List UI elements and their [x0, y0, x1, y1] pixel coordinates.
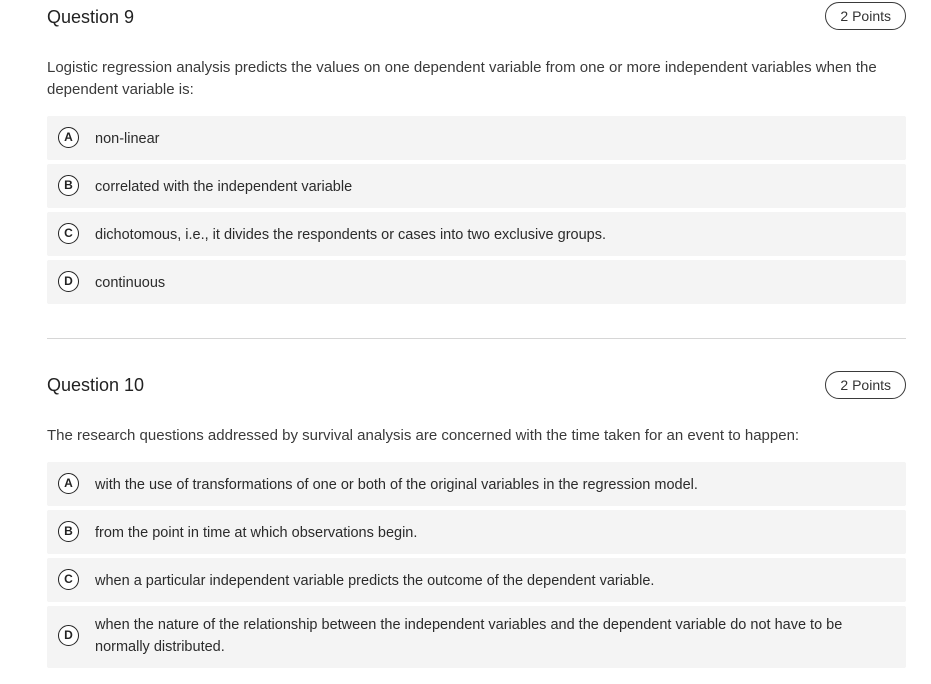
points-badge: 2 Points [825, 371, 906, 399]
option-letter-badge: C [58, 569, 79, 590]
option-b[interactable] [47, 164, 906, 208]
question-header [47, 369, 906, 405]
option-letter-badge: B [58, 521, 79, 542]
option-letter-badge: A [58, 127, 79, 148]
question-10 [47, 369, 906, 655]
question-9 [47, 0, 906, 291]
option-b[interactable] [47, 510, 906, 554]
option-c[interactable] [47, 558, 906, 602]
question-text: The research questions addressed by survival analysis are concerned with the time taken for an event to happen: [47, 427, 800, 444]
option-text: dichotomous, i.e., it divides the respondents or cases into two exclusive groups. [95, 227, 606, 243]
question-header [47, 0, 906, 36]
section-divider [47, 338, 906, 339]
points-badge: 2 Points [825, 2, 906, 30]
answer-options [47, 462, 906, 672]
option-a[interactable] [47, 116, 906, 160]
option-text: when a particular independent variable predicts the outcome of the dependent variable. [95, 573, 655, 589]
option-letter-badge: A [58, 473, 79, 494]
option-letter-badge: D [58, 625, 79, 646]
question-text: Logistic regression analysis predicts the values on one dependent variable from one or more independent variables when the dependent variable is: [47, 59, 877, 98]
option-letter-badge: B [58, 175, 79, 196]
answer-options [47, 116, 906, 308]
option-c[interactable] [47, 212, 906, 256]
option-text: from the point in time at which observations begin. [95, 525, 418, 541]
option-text: with the use of transformations of one or both of the original variables in the regression model. [95, 477, 698, 493]
option-d[interactable] [47, 260, 906, 304]
option-d[interactable] [47, 606, 906, 668]
option-letter-badge: D [58, 271, 79, 292]
option-a[interactable] [47, 462, 906, 506]
option-text: when the nature of the relationship between the independent variables and the dependent variable do not have to be normally distributed. [95, 617, 843, 655]
option-text: correlated with the independent variable [95, 179, 353, 195]
question-title: Question 9 [47, 7, 135, 27]
option-text: non-linear [95, 131, 160, 147]
option-text: continuous [95, 275, 166, 291]
question-title: Question 10 [47, 375, 145, 395]
option-letter-badge: C [58, 223, 79, 244]
